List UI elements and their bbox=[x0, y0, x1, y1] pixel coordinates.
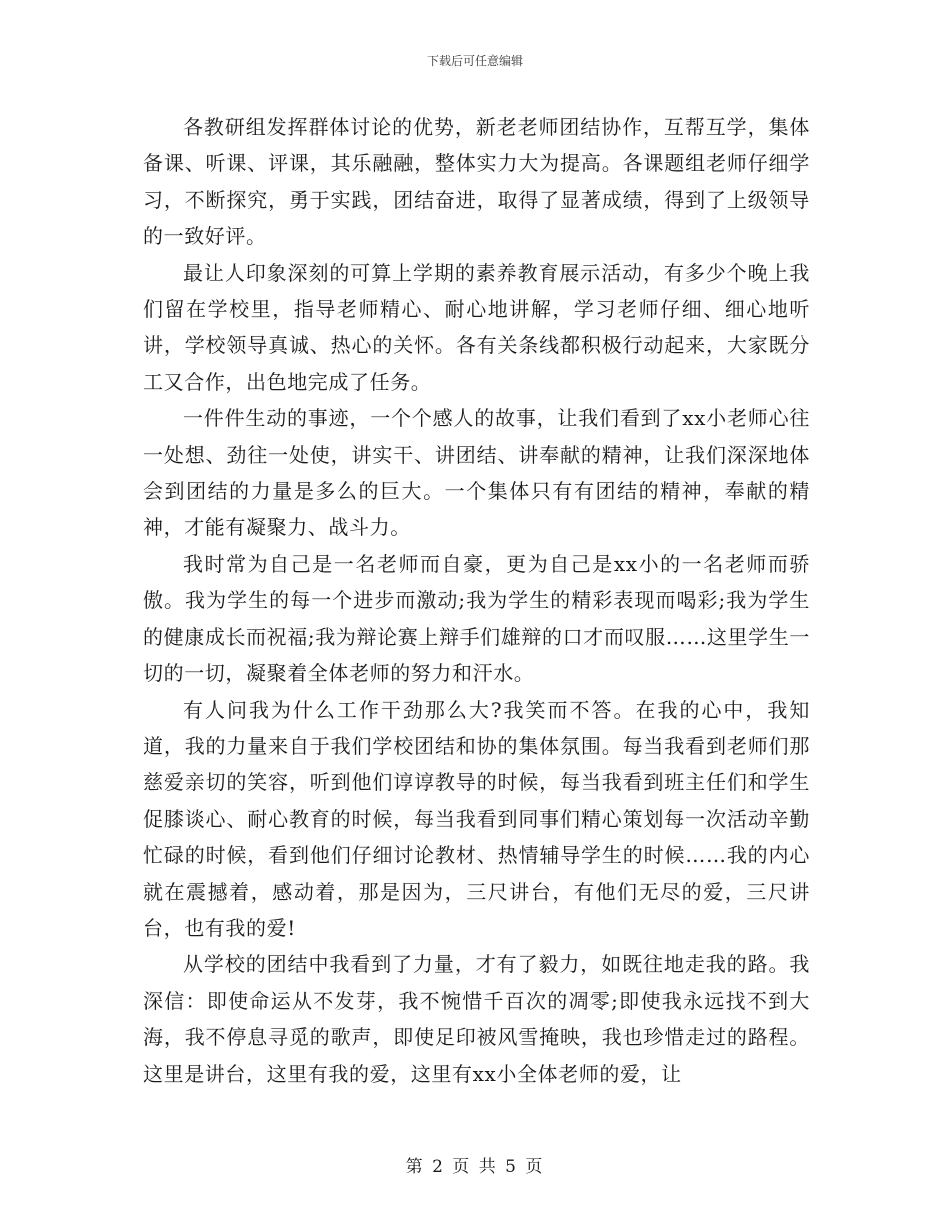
paragraph-2: 最让人印象深刻的可算上学期的素养教育展示活动，有多少个晚上我们留在学校里，指导老师精心、耐心地讲解，学习老师仔细、细心地听讲，学校领导真诚、热心的关怀。各有关条线都积极行动起来，大家既分工又合作，出色地完成了任务。 bbox=[143, 260, 810, 394]
page-footer: 第 2 页 共 5 页 bbox=[405, 1157, 545, 1177]
paragraph-6: 从学校的团结中我看到了力量，才有了毅力，如既往地走我的路。我深信：即使命运从不发芽，我不惋惜千百次的凋零;即使我永远找不到大海，我不停息寻觅的歌声，即使足印被风雪掩映，我也珍惜走过的路程。这里是讲台，这里有我的爱，这里有xx小全体老师的爱，让 bbox=[143, 952, 810, 1086]
paragraph-3: 一件件生动的事迹，一个个感人的故事，让我们看到了xx小老师心往一处想、劲往一处使，讲实干、讲团结、讲奉献的精神，让我们深深地体会到团结的力量是多么的巨大。一个集体只有有团结的精神，奉献的精神，才能有凝聚力、战斗力。 bbox=[143, 406, 810, 540]
paragraph-5: 有人问我为什么工作干劲那么大?我笑而不答。在我的心中，我知道，我的力量来自于我们学校团结和协的集体氛围。每当我看到老师们那慈爱亲切的笑容，听到他们谆谆教导的时候，每当我看到班主任们和学生促膝谈心、耐心教育的时候，每当我看到同事们精心策划每一次活动辛勤忙碌的时候，看到他们仔细讨论教材、热情辅导学生的时候……我的内心就在震撼着，感动着，那是因为，三尺讲台，有他们无尽的爱，三尺讲台，也有我的爱! bbox=[143, 697, 810, 940]
paragraph-4: 我时常为自己是一名老师而自豪，更为自己是xx小的一名老师而骄傲。我为学生的每一个进步而激动;我为学生的精彩表现而喝彩;我为学生的健康成长而祝福;我为辩论赛上辩手们雄辩的口才而叹服……这里学生一切的一切，凝聚着全体老师的努力和汗水。 bbox=[143, 551, 810, 686]
paragraph-1: 各教研组发挥群体讨论的优势，新老老师团结协作，互帮互学，集体备课、听课、评课，其乐融融，整体实力大为提高。各课题组老师仔细学习，不断探究，勇于实践，团结奋进，取得了显著成绩，得到了上级领导的一致好评。 bbox=[143, 115, 810, 249]
document-body bbox=[143, 109, 810, 1092]
page-header: 下载后可任意编辑 bbox=[426, 54, 523, 68]
